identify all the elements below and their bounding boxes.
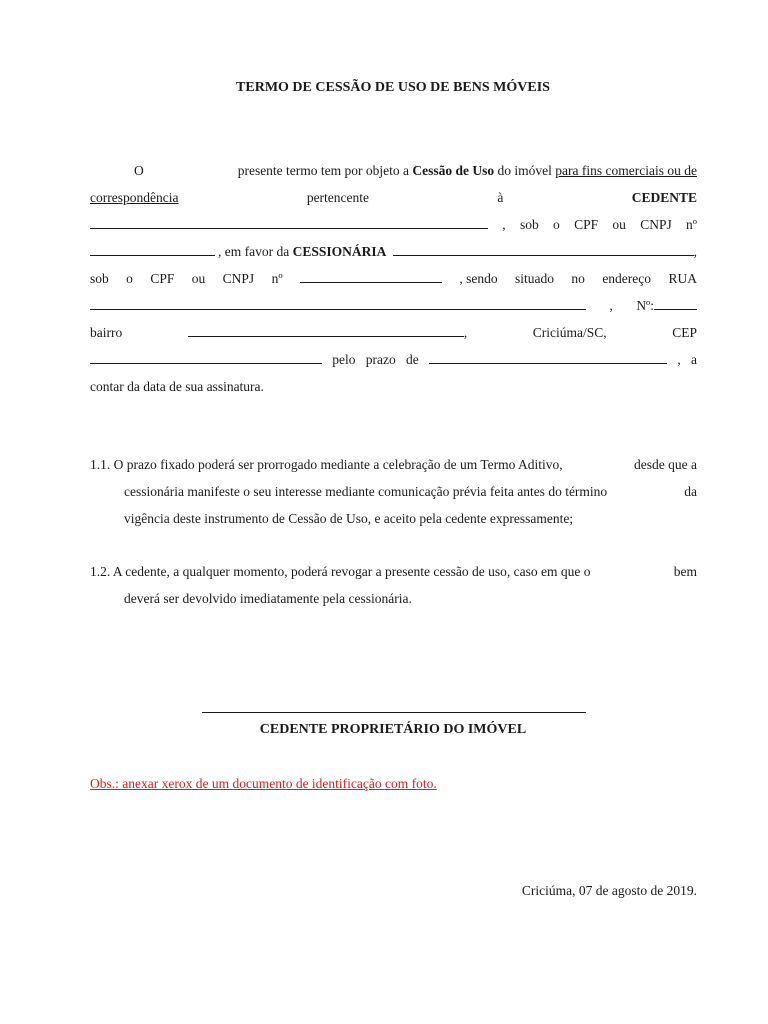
intro-line-8 <box>90 346 697 373</box>
intro-line-1 <box>90 157 697 184</box>
clause-line: 1.1. O prazo fixado poderá ser prorrogado mediante a celebração de um Termo Aditivo, desde que a <box>90 457 697 472</box>
cep-blank[interactable] <box>90 350 322 364</box>
intro-text: Criciúma/SC, <box>532 325 607 340</box>
intro-text: CNPJ <box>222 271 255 286</box>
intro-text: , em favor da CESSIONÁRIA <box>218 244 387 259</box>
intro-text: , <box>188 319 467 346</box>
intro-text: nº <box>686 217 697 232</box>
intro-text: CEP <box>672 325 697 340</box>
intro-line-5 <box>90 265 697 292</box>
prazo-blank[interactable] <box>429 350 667 364</box>
intro-text: presente termo tem por objeto a Cessão de Uso do imóvel para fins comerciais ou de <box>237 163 697 178</box>
intro-text: de <box>406 352 419 367</box>
intro-text: CPF <box>150 271 175 286</box>
document-title: TERMO DE CESSÃO DE USO DE BENS MÓVEIS <box>236 80 550 95</box>
intro-text: Nº: <box>636 292 697 319</box>
intro-line-7 <box>90 319 697 346</box>
intro-text: o <box>553 217 560 232</box>
intro-text: CNPJ <box>640 217 672 232</box>
intro-text: o <box>126 271 133 286</box>
intro-text: , <box>502 217 506 232</box>
intro-text: , <box>677 352 681 367</box>
place-date: Criciúma, 07 de agosto de 2019. <box>521 883 697 898</box>
intro-line-3 <box>90 211 697 238</box>
clause-line: deverá ser devolvido imediatamente pela cessionária. <box>124 591 412 606</box>
intro-text: CPF <box>574 217 599 232</box>
intro-text: O <box>134 163 144 178</box>
intro-text: sob <box>519 217 539 232</box>
clause-line: cessionária manifeste o seu interesse mediante comunicação prévia feita antes do término da <box>124 484 697 499</box>
clause-1-1 <box>90 451 697 532</box>
bairro-blank[interactable] <box>188 323 464 337</box>
intro-text: RUA <box>668 271 697 286</box>
cessionaria-label: CESSIONÁRIA <box>292 244 387 259</box>
signature-line[interactable] <box>202 712 586 713</box>
cedente-document-blank[interactable] <box>90 242 215 256</box>
address-blank[interactable] <box>90 296 586 310</box>
intro-text: pelo <box>332 352 356 367</box>
intro-text: pertencente <box>306 190 370 205</box>
intro-text: à <box>497 190 504 205</box>
cedente-name-blank[interactable] <box>90 215 488 229</box>
address-number-blank[interactable] <box>654 296 697 310</box>
intro-text: nº <box>271 271 283 286</box>
intro-line-2 <box>90 184 697 211</box>
intro-text: bairro <box>90 325 123 340</box>
intro-text: , sendo <box>459 271 498 286</box>
signature-label: CEDENTE PROPRIETÁRIO DO IMÓVEL <box>259 722 527 737</box>
clause-line: 1.2. A cedente, a qualquer momento, poderá revogar a presente cessão de uso, caso em que o bem <box>90 564 697 579</box>
intro-text: sob <box>90 271 109 286</box>
intro-text: a <box>690 352 697 367</box>
intro-line-4 <box>90 238 697 265</box>
cessionaria-document-blank[interactable] <box>300 269 442 283</box>
intro-text: no <box>571 271 585 286</box>
intro-line-6 <box>90 292 697 319</box>
intro-text: situado <box>515 271 554 286</box>
intro-text: endereço <box>602 271 652 286</box>
intro-text: , <box>693 244 697 259</box>
clause-line: vigência deste instrumento de Cessão de Uso, e aceito pela cedente expressamente; <box>124 511 574 526</box>
obs-note: Obs.: anexar xerox de um documento de identificação com foto. <box>90 776 437 791</box>
intro-underlined-text: correspondência <box>90 190 179 205</box>
clause-1-2 <box>90 558 697 612</box>
cedente-label: CEDENTE <box>631 190 697 205</box>
intro-text: prazo <box>365 352 396 367</box>
intro-text: ou <box>612 217 626 232</box>
intro-text: , <box>609 298 613 313</box>
intro-text: ou <box>191 271 206 286</box>
intro-line-9: contar da data de sua assinatura. <box>90 379 264 394</box>
intro-bold-text: Cessão de Uso <box>412 163 495 178</box>
cessionaria-name-blank[interactable] <box>393 242 693 256</box>
intro-underlined-text: para fins comerciais ou de <box>555 163 697 178</box>
